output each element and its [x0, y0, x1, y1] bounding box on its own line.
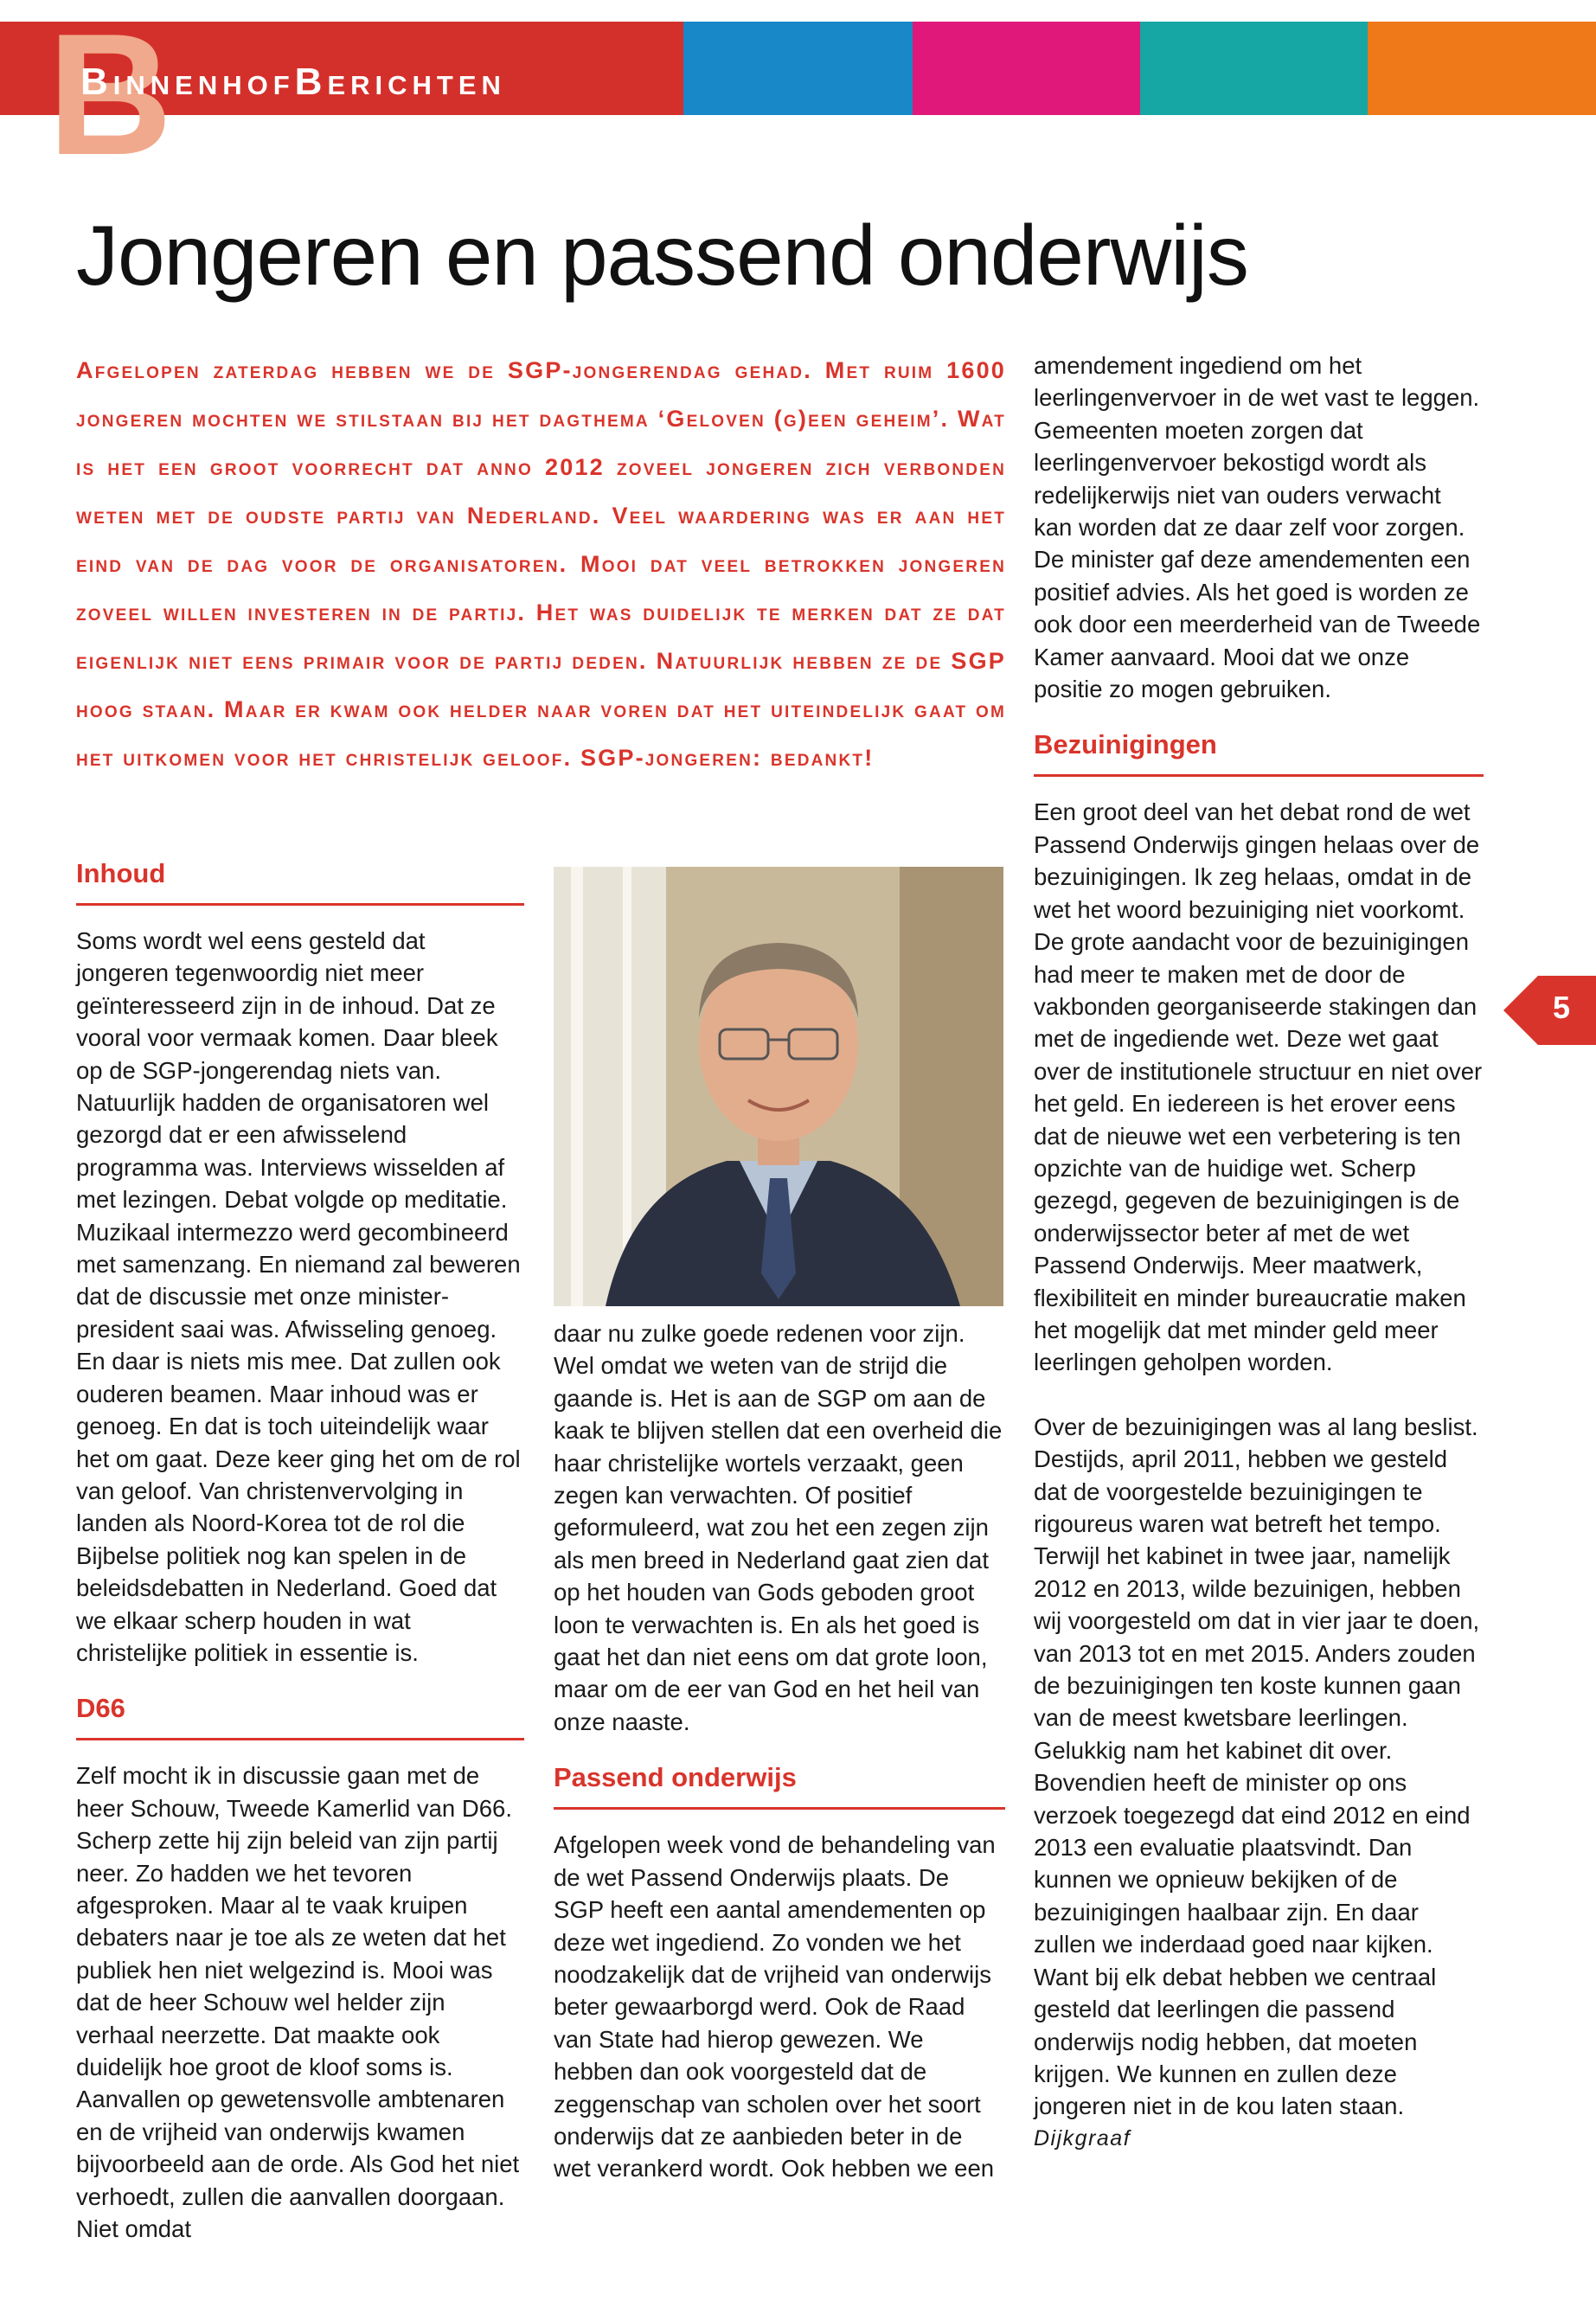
paragraph-col3: amendement ingediend om het leerlingenvervoer in de wet vast te leggen. Gemeenten moeten zorgen dat leerlingenvervoer bekostigd wordt als redelijkerwijs niet van ouders verwacht kan worden dat ze daar zelf voor zorgen. De minister gaf deze amendementen een positief advies. Als het goed is worden ze ook door een meerderheid van de Tweede Kamer aanvaard. Mooi dat we onze positie zo mogen gebruiken. — [1034, 352, 1481, 703]
heading-bezuinigingen: Bezuinigingen — [1034, 727, 1484, 777]
page-number: 5 — [1553, 990, 1571, 1025]
column-2 — [554, 1317, 1005, 2185]
brand-title: BinnenhofBerichten — [80, 61, 506, 103]
paragraph-bezuinigingen-2: Over de bezuinigingen was al lang beslist. Destijds, april 2011, hebben we gesteld dat de voorgestelde bezuinigingen te rigoureus waren wat betreft het tempo. Terwijl het kabinet in twee jaar, namelijk 2012 en 2013, wilde bezuinigen, hebben wij voorgesteld om dat in vier jaar te doen, van 2013 tot en met 2015. Anders zouden de bezuinigingen ten koste kunnen gaan van de meest kwetsbare leerlingen. Gelukkig nam het kabinet dit over. Bovendien heeft de minister op ons verzoek toegezegd dat eind 2012 en eind 2013 een evaluatie plaatsvindt. Dan kunnen we opnieuw bekijken of de bezuinigingen haalbaar zijn. En daar zullen we inderdaad goed naar kijken. Want bij elk debat hebben we centraal gesteld dat leerlingen die passend onderwijs nodig hebben, dat moeten krijgen. We kunnen en zullen deze jongeren niet in de kou laten staan. — [1034, 1413, 1480, 2120]
header-bar-magenta — [913, 22, 1140, 115]
author-signature: Dijkgraaf — [1034, 2125, 1131, 2150]
page-number-tab — [1503, 976, 1596, 1045]
portrait-photo — [554, 867, 1003, 1306]
paragraph-col2: daar nu zulke goede redenen voor zijn. Wel omdat we weten van de strijd die gaande is. Het is aan de SGP om aan de kaak te blijven stellen dat een overheid die haar christelijke wortels verzaakt, geen zegen kan verwachten. Of positief geformuleerd, wat zou het een zegen zijn als men breed in Nederland gaat zien dat op het houden van Gods geboden groot loon te verwachten is. En als het goed is gaat het dan niet eens om dat grote loon, maar om de eer van God en het heil van onze naaste. — [554, 1320, 1003, 1735]
column-1 — [76, 856, 524, 2245]
heading-d66: D66 — [76, 1691, 524, 1740]
brand-initial-b: B — [48, 0, 173, 191]
header-bar-teal — [1140, 22, 1368, 115]
article-lead: Afgelopen zaterdag hebben we de SGP-jongerendag gehad. Met ruim 1600 jongeren mochten we stilstaan bij het dagthema ‘Geloven (g)een geheim’. Wat is het een groot voorrecht dat anno 2012 zoveel jongeren zich verbonden weten met de oudste partij van Nederland. Veel waardering was er aan het eind van de dag voor de organisatoren. Mooi dat veel betrokken jongeren zoveel willen investeren in de partij. Het was duidelijk te merken dat ze dat eigenlijk niet eens primair voor de partij deden. Natuurlijk hebben ze de SGP hoog staan. Maar er kwam ook helder naar voren dat het uiteindelijk gaat om het uitkomen voor het christelijk geloof. SGP-jongeren: bedankt! — [76, 357, 1006, 771]
heading-passend-onderwijs: Passend onderwijs — [554, 1760, 1005, 1810]
portrait-illustration — [554, 867, 1003, 1306]
paragraph-passend-onderwijs: Afgelopen week vond de behandeling van de wet Passend Onderwijs plaats. De SGP heeft een aantal amendementen op deze wet ingediend. Zo vonden we het noodzakelijk dat de vrijheid van onderwijs beter gewaarborgd werd. Ook de Raad van State had hierop gewezen. We hebben dan ook voorgesteld dat de zeggenschap van scholen over het soort onderwijs dat ze aanbieden beter in de wet verankerd wordt. Ook hebben we een — [554, 1831, 996, 2182]
header-bar-blue — [683, 22, 913, 115]
heading-inhoud: Inhoud — [76, 856, 524, 906]
paragraph-inhoud: Soms wordt wel eens gesteld dat jongeren tegenwoordig niet meer geïnteresseerd zijn in de inhoud. Dat ze vooral voor vermaak komen. Daar bleek op de SGP-jongerendag niets van. Natuurlijk hadden de organisatoren wel gezorgd dat er een afwisselend programma was. Interviews wisselden af met lezingen. Debat volgde op meditatie. Muzikaal intermezzo werd gecombineerd met samenzang. En niemand zal beweren dat de discussie met onze minister-president saai was. Afwisseling genoeg. En daar is niets mis mee. Dat zullen ook ouderen beamen. Maar inhoud was er genoeg. En dat is toch uiteindelijk waar het om gaat. Deze keer ging het om de rol van geloof. Van christenvervolging in landen als Noord-Korea tot de rol die Bijbelse politiek nog kan spelen in de beleidsdebatten in Nederland. Goed dat we elkaar scherp houden in wat christelijke politiek in essentie is. — [76, 927, 521, 1666]
paragraph-bezuinigingen-1: Een groot deel van het debat rond de wet Passend Onderwijs gingen helaas over de bezuinigingen. Ik zeg helaas, omdat in de wet het woord bezuiniging niet voorkomt. De grote aandacht voor de bezuinigingen had meer te maken met de door de vakbonden georganiseerde stakingen dan met de ingediende wet. Deze wet gaat over de institutionele structuur en niet over het geld. En iedereen is het erover eens dat de nieuwe wet een verbetering is ten opzichte van de huidige wet. Scherp gezegd, gegeven de bezuinigingen is de onderwijssector beter af met de wet Passend Onderwijs. Meer maatwerk, flexibiliteit en minder bureaucratie maken het mogelijk dat met minder geld meer leerlingen geholpen worden. — [1034, 798, 1483, 1376]
header-bar-orange — [1368, 22, 1596, 115]
article-title: Jongeren en passend onderwijs — [76, 208, 1248, 303]
paragraph-d66: Zelf mocht ik in discussie gaan met de heer Schouw, Tweede Kamerlid van D66. Scherp zette hij zijn beleid van zijn partij neer. Zo hadden we het tevoren afgesproken. Maar al te vaak kruipen debaters naar je toe als ze weten dat het publiek hen niet welgezind is. Mooi was dat de heer Schouw wel helder zijn verhaal neerzette. Dat maakte ook duidelijk hoe groot de kloof soms is. Aanvallen op gewetensvolle ambtenaren en de vrijheid van onderwijs kwamen bijvoorbeeld aan de orde. Als God het niet verhoedt, zullen die aanvallen doorgaan. Niet omdat — [76, 1762, 520, 2243]
column-3 — [1034, 349, 1484, 2155]
